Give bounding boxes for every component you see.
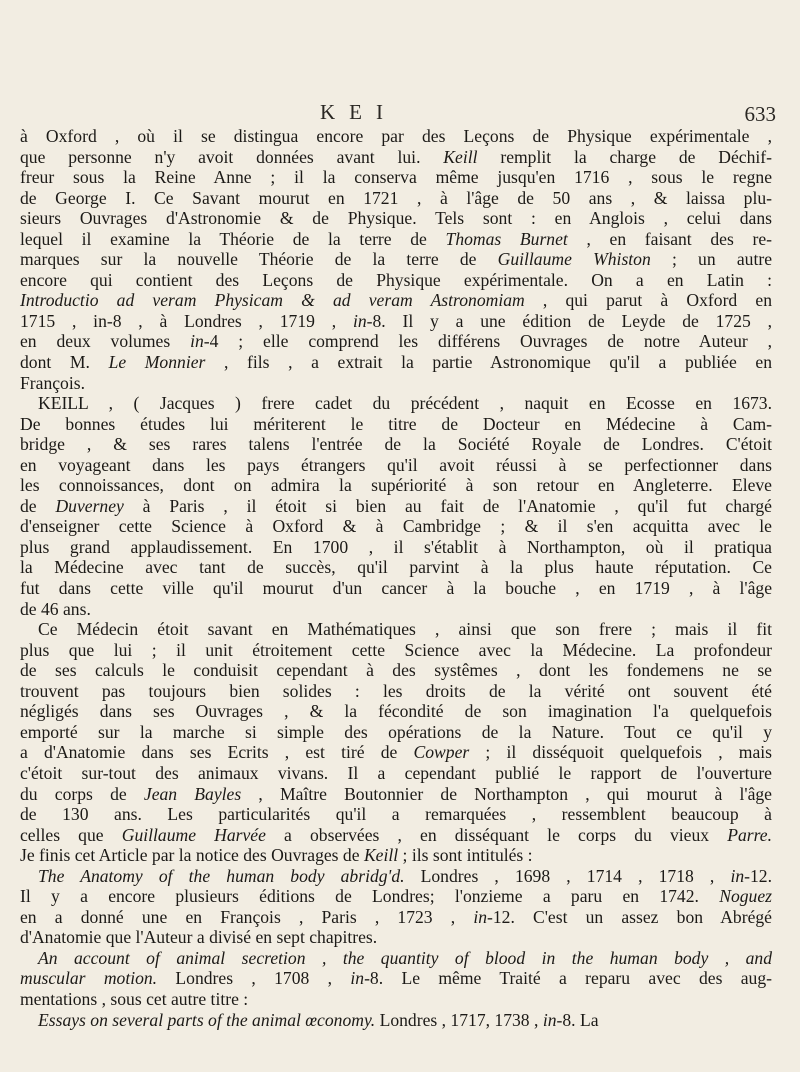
text-line: [20, 311, 772, 332]
text-line: [20, 393, 772, 414]
text-line: [20, 907, 772, 928]
text-span: les connoissances, dont on admira la supériorité à son retour en Angleterre. Eleve: [20, 475, 772, 496]
text-line: [20, 167, 772, 188]
text-span: d'enseigner cette Science à Oxford & à Cambridge ; & il s'en acquitta avec le: [20, 516, 772, 537]
text-line: [20, 599, 772, 620]
text-line: [20, 804, 772, 825]
italic-span: Introductio ad veram Physicam & ad veram Astronomiam: [20, 290, 525, 311]
text-span: plus grand applaudissement. En 1700 , il s'établit à Northampton, où il pratiqua: [20, 536, 772, 557]
text-span: du corps de: [20, 783, 144, 804]
text-span: Londres , 1698 , 1714 , 1718 ,: [404, 865, 731, 886]
text-span: Ce Médecin étoit savant en Mathématiques , ainsi que son frere ; mais il fit: [38, 619, 772, 640]
text-line: [20, 681, 772, 702]
italic-span: in: [190, 331, 204, 352]
text-line: [20, 578, 772, 599]
text-span: en deux volumes: [20, 331, 191, 352]
text-span: la Médecine avec tant de succès, qu'il parvint à la plus haute réputation. Ce: [20, 557, 772, 578]
italic-span: in: [730, 865, 745, 886]
text-span: de George I. Ce Savant mourut en 1721 , à l'âge de 50 ans , & laissa plu-: [20, 187, 772, 208]
paragraph: [20, 393, 772, 619]
text-line: [20, 249, 772, 270]
italic-span: in: [350, 968, 365, 989]
text-span: négligés dans ses Ouvrages , & la fécondité de son imagination l'a quelquefois: [20, 701, 772, 722]
text-line: [20, 619, 772, 640]
text-span: -4 ; elle comprend les différens Ouvrages de notre Auteur ,: [203, 331, 773, 352]
text-span: de: [20, 495, 56, 516]
text-span: d'Anatomie que l'Auteur a divisé en sept chapitres.: [20, 927, 378, 948]
text-line: [20, 475, 772, 496]
text-line: [20, 1010, 772, 1031]
italic-span: in: [352, 310, 367, 331]
text-line: [20, 208, 772, 229]
text-span: en voyageant dans les pays étrangers qu'il avoit réussi à se perfectionner dans: [20, 454, 772, 475]
text-span: dont M.: [20, 352, 109, 373]
text-span: à Paris , il étoit si bien au fait de l'Anatomie , qu'il fut chargé: [123, 495, 772, 516]
text-span: fut dans cette ville qu'il mourut d'un cancer à la bouche , en 1719 , à l'âge: [20, 578, 772, 599]
text-line: [20, 866, 772, 887]
paragraph: [20, 866, 772, 948]
text-line: [20, 496, 772, 517]
paragraph: [20, 1010, 772, 1031]
paragraph: [20, 619, 772, 866]
text-span: a d'Anatomie dans ses Ecrits , est tiré de: [20, 742, 414, 763]
text-line: [20, 784, 772, 805]
text-span: emporté sur la marche si simple des opérations de la Nature. Tout ce qu'il y: [20, 721, 772, 742]
running-title: KEI: [320, 100, 397, 124]
text-line: [20, 763, 772, 784]
text-line: [20, 455, 772, 476]
italic-span: in: [473, 906, 487, 927]
text-span: , Maître Boutonnier de Northampton , qui mourut à l'âge: [241, 783, 772, 804]
italic-span: Keill: [363, 845, 399, 866]
text-line: [20, 989, 772, 1010]
page-number: 633: [744, 102, 776, 126]
text-span: de 46 ans.: [20, 598, 91, 619]
italic-span: Guillaume Whiston: [497, 249, 651, 270]
text-span: sieurs Ouvrages d'Astronomie & de Physique. Tels sont : en Anglois , celui dans: [20, 208, 772, 229]
text-span: trouvent pas toujours bien solides : les droits de la vérité ont souvent été: [20, 680, 772, 701]
italic-span: An account of animal secretion , the quantity of blood in the human body , and: [38, 947, 772, 968]
text-line: [20, 352, 772, 373]
text-line: [20, 968, 772, 989]
text-span: plus que lui ; il unit étroitement cette Science avec la Médecine. La profondeur: [20, 639, 772, 660]
italic-span: The Anatomy of the human body abridg'd.: [38, 865, 405, 886]
text-line: [20, 373, 772, 394]
text-span: ; un autre: [650, 249, 773, 270]
text-span: , en faisant des re-: [567, 228, 772, 249]
text-line: [20, 825, 772, 846]
text-line: [20, 229, 772, 250]
text-span: mentations , sous cet autre titre :: [20, 988, 249, 1009]
text-line: [20, 948, 772, 969]
paragraph: [20, 126, 772, 393]
text-line: [20, 147, 772, 168]
text-span: en a donné une en François , Paris , 1723 ,: [20, 906, 474, 927]
text-line: [20, 126, 772, 147]
text-span: -8. Le même Traité a reparu avec des aug-: [364, 968, 773, 989]
text-span: freur sous la Reine Anne ; il la conserva même jusqu'en 1716 , sous le regne: [20, 167, 772, 188]
italic-span: Essays on several parts of the animal œconomy.: [38, 1009, 376, 1030]
italic-span: Duverney: [55, 495, 124, 516]
text-span: , fils , a extrait la partie Astronomique qu'il a publiée en: [205, 352, 772, 373]
italic-span: Cowper: [413, 742, 470, 763]
italic-span: muscular motion.: [20, 968, 158, 989]
italic-span: Keill: [443, 146, 478, 167]
text-line: [20, 701, 772, 722]
text-line: [20, 414, 772, 435]
text-span: -8. Il y a une édition de Leyde de 1725 ,: [366, 310, 773, 331]
text-line: [20, 722, 772, 743]
text-span: -8. La: [556, 1009, 599, 1030]
text-line: [20, 845, 772, 866]
italic-span: Noguez: [719, 886, 772, 907]
text-line: [20, 537, 772, 558]
text-span: , qui parut à Oxford en: [524, 290, 772, 311]
article-body: [20, 126, 772, 1030]
text-line: [20, 290, 772, 311]
text-span: de ses calculs le conduisit cependant à des systêmes , dont les fondemens ne se: [20, 660, 772, 681]
text-span: Londres , 1717, 1738 ,: [375, 1009, 543, 1030]
text-span: que personne n'y avoit données avant lui.: [20, 146, 444, 167]
text-line: [20, 886, 772, 907]
paragraph: [20, 948, 772, 1010]
text-span: bridge , & ses rares talens l'entrée de la Société Royale de Londres. C'étoit: [20, 434, 772, 455]
italic-span: Parre.: [727, 824, 773, 845]
text-span: De bonnes études lui mériterent le titre de Docteur en Médecine à Cam-: [20, 413, 772, 434]
italic-span: Guillaume Harvée: [121, 824, 266, 845]
text-span: de 130 ans. Les particularités qu'il a remarquées , ressemblent beaucoup à: [20, 804, 772, 825]
text-span: encore qui contient des Leçons de Physique expérimentale. On a en Latin :: [20, 269, 772, 290]
text-span: celles que: [20, 824, 122, 845]
italic-span: in: [542, 1009, 557, 1030]
text-line: [20, 188, 772, 209]
text-line: [20, 270, 772, 291]
text-span: KEILL , ( Jacques ) frere cadet du précédent , naquit en Ecosse en 1673.: [38, 393, 772, 414]
text-line: [20, 516, 772, 537]
text-span: François.: [20, 372, 85, 393]
text-span: 1715 , in-8 , à Londres , 1719 ,: [20, 310, 353, 331]
text-span: Londres , 1708 ,: [157, 968, 351, 989]
text-line: [20, 557, 772, 578]
italic-span: Jean Bayles: [143, 783, 242, 804]
text-span: lequel il examine la Théorie de la terre de: [20, 228, 446, 249]
text-line: [20, 331, 772, 352]
italic-span: Le Monnier: [108, 352, 206, 373]
text-span: -12.: [744, 865, 772, 886]
text-line: [20, 660, 772, 681]
italic-span: Thomas Burnet: [445, 228, 568, 249]
text-line: [20, 927, 772, 948]
text-span: marques sur la nouvelle Théorie de la terre de: [20, 249, 498, 270]
text-span: -12. C'est un assez bon Abrégé: [487, 906, 772, 927]
text-span: ; il disséquoit quelquefois , mais: [469, 742, 772, 763]
text-span: ; ils sont intitulés :: [398, 845, 533, 866]
text-span: Il y a encore plusieurs éditions de Londres; l'onzieme a paru en 1742.: [20, 886, 720, 907]
text-span: remplit la charge de Déchif-: [477, 146, 772, 167]
text-span: c'étoit sur-tout des animaux vivans. Il a cependant publié le rapport de l'ouverture: [20, 762, 772, 783]
text-line: [20, 640, 772, 661]
text-span: a observées , en disséquant le corps du vieux: [265, 824, 728, 845]
text-span: Je finis cet Article par la notice des Ouvrages de: [20, 845, 364, 866]
text-span: à Oxford , où il se distingua encore par des Leçons de Physique expérimentale ,: [20, 126, 772, 146]
text-line: [20, 742, 772, 763]
text-line: [20, 434, 772, 455]
